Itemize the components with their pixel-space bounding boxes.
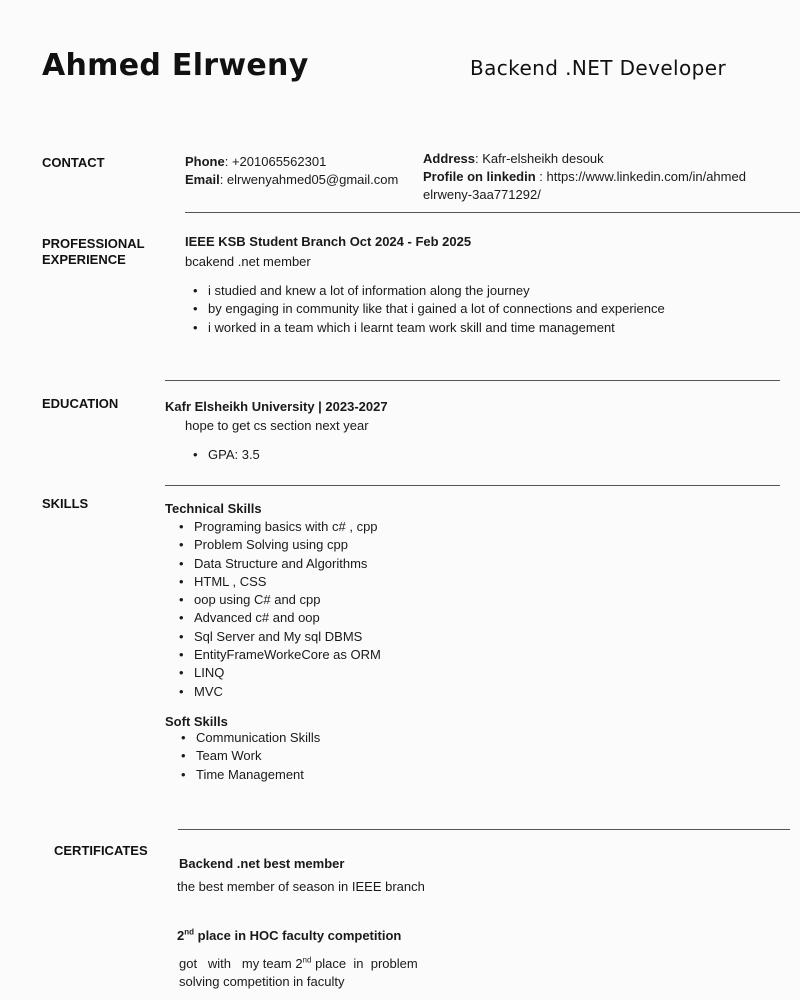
list-item: • i worked in a team which i learnt team work skill and time management [208,319,665,337]
list-item: • Advanced c# and oop [194,609,381,627]
address-line [423,150,604,168]
list-item: • Communication Skills [196,729,320,747]
divider-education [165,485,780,486]
technical-skills-list [194,518,381,701]
section-title-skills: SKILLS [42,496,89,511]
section-title-experience-line2: EXPERIENCE [42,252,126,267]
section-title-experience [42,236,145,268]
certificate-2-title-suffix: nd [184,927,195,937]
list-item: • GPA: 3.5 [208,446,260,464]
certificate-2-desc-suffix: nd [302,955,312,965]
section-title-experience-line1: PROFESSIONAL [42,236,145,251]
email-label: Email [185,172,220,187]
list-item: • by engaging in community like that i gained a lot of connections and experience [208,300,665,318]
list-item: • Team Work [196,747,320,765]
phone-line [185,153,326,171]
education-subtitle: hope to get cs section next year [185,418,369,433]
certificate-2-description [179,955,418,991]
list-item: • EntityFrameWorkeCore as ORM [194,646,381,664]
list-item: • LINQ [194,664,381,682]
list-item: • Problem Solving using cpp [194,536,381,554]
address-value: : Kafr-elsheikh desouk [475,151,604,166]
education-heading: Kafr Elsheikh University | 2023-2027 [165,399,388,414]
list-item: • oop using C# and cpp [194,591,381,609]
experience-subtitle: bcakend .net member [185,254,311,269]
certificate-1-title: Backend .net best member [179,856,345,871]
email-value: : elrwenyahmed05@gmail.com [219,172,399,187]
certificate-2-desc-line2: solving competition in faculty [179,974,345,989]
soft-skills-title: Soft Skills [165,714,228,729]
education-bullets [208,446,260,464]
candidate-name: Ahmed Elrweny [42,48,309,83]
email-line [185,171,398,189]
section-title-contact: CONTACT [42,155,105,170]
technical-skills-title: Technical Skills [165,501,262,516]
experience-bullets [208,282,665,337]
divider-skills [178,829,790,830]
certificate-1-description: the best member of season in IEEE branch [177,879,425,894]
linkedin-url-part1: : https://www.linkedin.com/in/ahmed [535,169,746,184]
list-item: • MVC [194,683,381,701]
linkedin-url-part2: elrweny-3aa771292/ [423,187,541,202]
section-title-certificates: CERTIFICATES [54,843,148,858]
address-label: Address [423,151,476,166]
certificate-2-title-number: 2 [177,928,185,943]
list-item: • Sql Server and My sql DBMS [194,628,381,646]
phone-label: Phone [185,154,225,169]
certificate-2-desc-start: got with my team 2 [179,956,303,971]
divider-experience [165,380,780,381]
certificate-2-title [177,927,401,945]
linkedin-label: Profile on linkedin [423,169,536,184]
soft-skills-list [196,729,320,784]
list-item: • HTML , CSS [194,573,381,591]
section-title-education: EDUCATION [42,396,119,411]
list-item: • Data Structure and Algorithms [194,555,381,573]
divider-contact [185,212,800,213]
list-item: • Programing basics with c# , cpp [194,518,381,536]
job-title: Backend .NET Developer [470,56,727,80]
certificate-2-title-text: place in HOC faculty competition [194,928,402,943]
certificate-2-desc-end: place in problem [311,956,418,971]
list-item: • Time Management [196,766,320,784]
experience-heading: IEEE KSB Student Branch Oct 2024 - Feb 2025 [185,234,472,249]
list-item: • i studied and knew a lot of information along the journey [208,282,665,300]
linkedin-line [423,168,793,204]
phone-value: : +201065562301 [224,154,327,169]
